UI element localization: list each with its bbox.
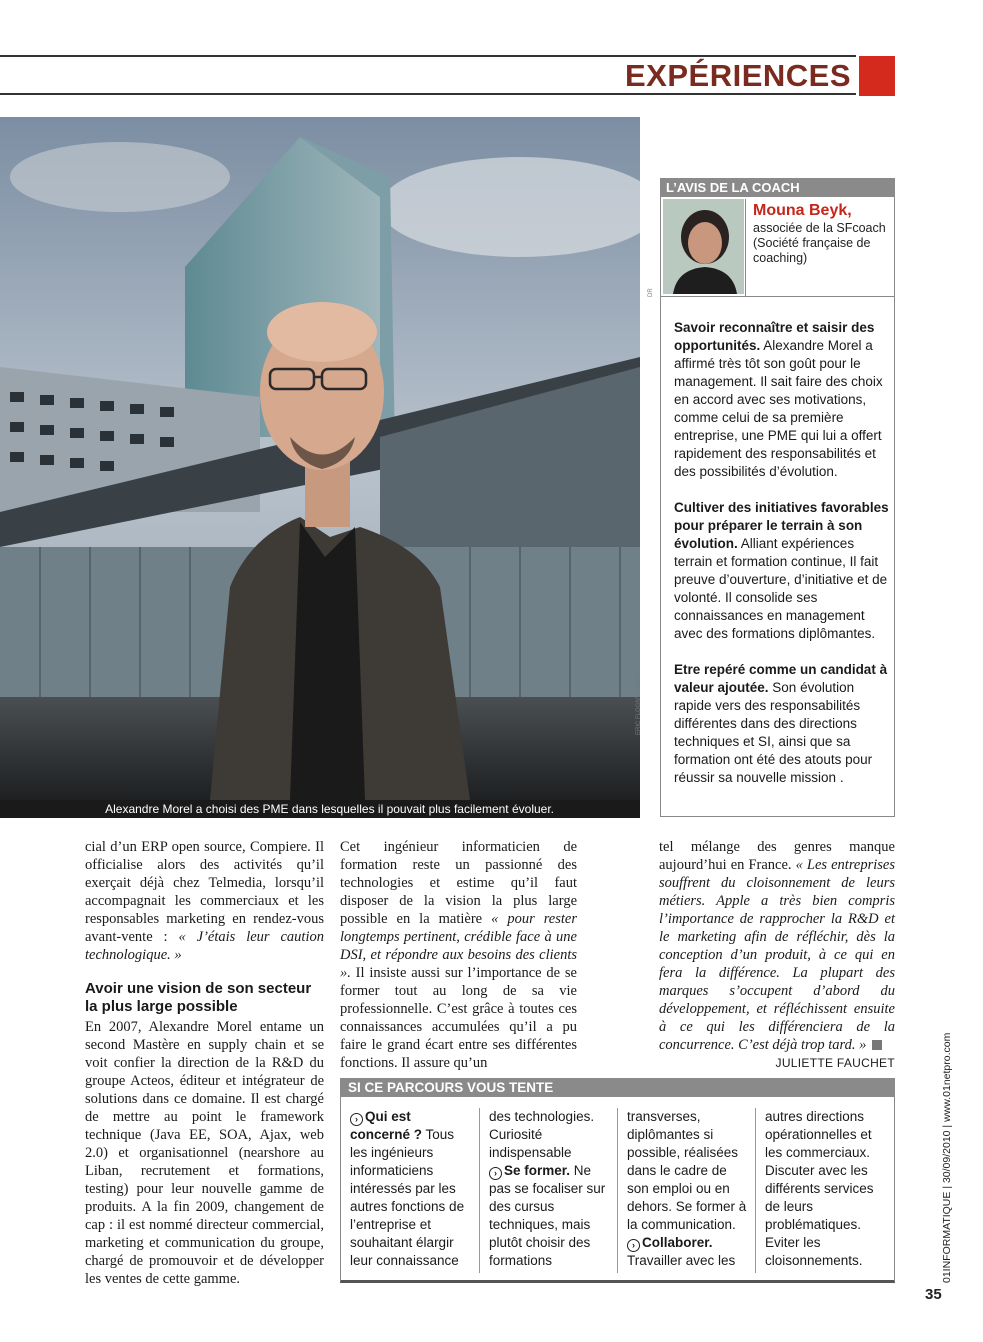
coach-lead: Cultiver des initiatives favorables pour préparer le terrain à son évolution. <box>674 500 889 551</box>
tips-divider <box>755 1108 756 1273</box>
arrow-circle-icon: › <box>627 1239 640 1252</box>
article-text: tel mélange des genres manque aujourd’hui en France. <box>659 839 895 873</box>
coach-photo-credit: DR <box>648 288 654 297</box>
tips-text: Ne pas se focaliser sur des cursus techniques, mais plutôt choisir des formations <box>489 1163 606 1268</box>
article-text: Il insiste aussi sur l’importance de se former tout au long de sa vie professionnelle. C’est grâce à toutes ces connaissances accumulées qu’il a pu faire le grand écart entre ses différentes fonctions. Il assure qu’un <box>340 965 577 1071</box>
end-mark-icon <box>872 1040 882 1050</box>
coach-body: Alliant expériences terrain et formation continue, Il fait preuve d’ouverture, d’initiative et de volonté. Il consolide ses connaissances en management avec des formations diplômantes. <box>674 536 888 641</box>
article-text: Cet ingénieur informaticien de formation reste un passionné des technologies et estime qu’il faut disposer de la vision la plus large possible en la matière <box>340 839 577 927</box>
section-title: EXPÉRIENCES <box>624 58 851 93</box>
article-column-1 <box>85 838 324 1288</box>
tips-column-2 <box>489 1108 611 1270</box>
tips-text: Travailler avec les <box>627 1253 736 1268</box>
portrait-photo <box>0 117 640 800</box>
coach-body: Son évolution rapide vers des responsabilités différentes dans des directions techniques et SI, ainsi que sa formation ont été des atouts pour réussir sa nouvelle mission . <box>674 680 873 785</box>
arrow-circle-icon: › <box>350 1113 363 1126</box>
photo-caption: Alexandre Morel a choisi des PME dans lesquelles il pouvait plus facilement évoluer. <box>0 800 640 818</box>
coach-box-heading: L’AVIS DE LA COACH <box>660 178 895 197</box>
article-quote: « Les entreprises souffrent du cloisonnement de leurs métiers. Apple a très bien compris l’importance de rapprocher la R&D et le marketing afin de réfléchir, dès la conception d’un produit, à ce qui en fera la différence. La plupart des marques s’occupent d’abord du développement, et réfléchissent ensuite à ce qui les différenciera de la concurrence. C’est déjà trop tard. » <box>659 857 895 1053</box>
article-text: cial d’un ERP open source, Compiere. Il officialise alors des activités qu’il exerçait déjà chez Telmedia, lorsqu’il accompagnait les commerciaux et les responsables marketing en rendez-vous avant-vente : <box>85 839 324 945</box>
publication-info: 01INFORMATIQUE | 30/09/2010 | www.01netpro.com <box>941 1032 953 1283</box>
article-quote: « pour rester longtemps pertinent, crédible face à une DSI, et répondre aux besoins des clients ». <box>340 911 577 981</box>
tips-text: autres directions opérationnelles et les commerciaux. Discuter avec les différents services de leurs problématiques. Eviter les cloisonnements. <box>765 1109 874 1268</box>
coach-body: Alexandre Morel a affirmé très tôt son goût pour le management. Il sait faire des choix en accord avec ses motivations, comme celui de sa première entreprise, une PME qui lui a offert rapidement des responsabilités et des possibilités d’évolution. <box>674 338 883 479</box>
tips-column-3 <box>627 1108 749 1270</box>
author-signature: JULIETTE FAUCHET <box>775 1056 895 1070</box>
tips-text: Tous les ingénieurs informaticiens intéressés par les autres fonctions de l’entreprise et souhaitant élargir leur connaissance <box>350 1127 465 1268</box>
page-number: 35 <box>925 1286 942 1303</box>
coach-paragraph <box>674 499 889 643</box>
coach-role: associée de la SFcoach (Société française de coaching) <box>753 221 886 265</box>
article-subhead: Avoir une vision de son secteur la plus large possible <box>85 980 312 1015</box>
coach-lead: Savoir reconnaître et saisir des opportunités. <box>674 320 875 353</box>
coach-header-divider <box>745 199 746 297</box>
tips-divider <box>617 1108 618 1273</box>
tips-divider <box>479 1108 480 1273</box>
article-column-3 <box>659 838 895 1072</box>
tips-text: des technologies. Curiosité indispensable <box>489 1109 595 1160</box>
tips-text: transverses, diplômantes si possible, réalisées dans le cadre de son emploi ou en dehors. Se former à la communication. <box>627 1109 747 1232</box>
section-tab <box>859 56 895 96</box>
tips-column-4 <box>765 1108 887 1270</box>
tips-label: Qui est concerné ? <box>350 1109 423 1142</box>
photo-credit: ERIC FLOGNY / ALEPH <box>636 670 642 735</box>
tips-label: Collaborer. <box>642 1235 713 1250</box>
tips-box-heading: SI CE PARCOURS VOUS TENTE <box>340 1078 895 1097</box>
article-paragraph <box>659 838 895 1070</box>
article-column-2 <box>340 838 577 1072</box>
tips-label: Se former. <box>504 1163 571 1178</box>
article-quote: « J’étais leur caution technologique. » <box>85 929 324 963</box>
article-paragraph: En 2007, Alexandre Morel entame un second Mastère en supply chain et se voit confier la direction de la R&D du groupe Acteos, éditeur et intégrateur de solutions dans ce domaine. Il est chargé de mettre au point le framework technique (Java EE, SOA, Ajax, web 2.0) et organisationnel (nearshore au Liban, recrutement et formations, testing) pour leur nouvelle gamme de produits. A la fin 2009, changement de cap : il est nommé directeur commercial, marketing et communication du groupe, chargé de promouvoir et de développer les ventes de cette gamme. <box>85 1019 324 1287</box>
arrow-circle-icon: › <box>489 1167 502 1180</box>
article-paragraph <box>340 838 577 1072</box>
coach-paragraph <box>674 661 889 787</box>
coach-paragraph <box>674 319 889 481</box>
coach-header-rule <box>660 296 895 297</box>
coach-text <box>674 319 889 805</box>
coach-lead: Etre repéré comme un candidat à valeur ajoutée. <box>674 662 888 695</box>
coach-portrait <box>663 199 744 294</box>
coach-name: Mouna Beyk, <box>753 202 852 219</box>
article-paragraph <box>85 838 324 964</box>
tips-column-1 <box>350 1108 472 1270</box>
